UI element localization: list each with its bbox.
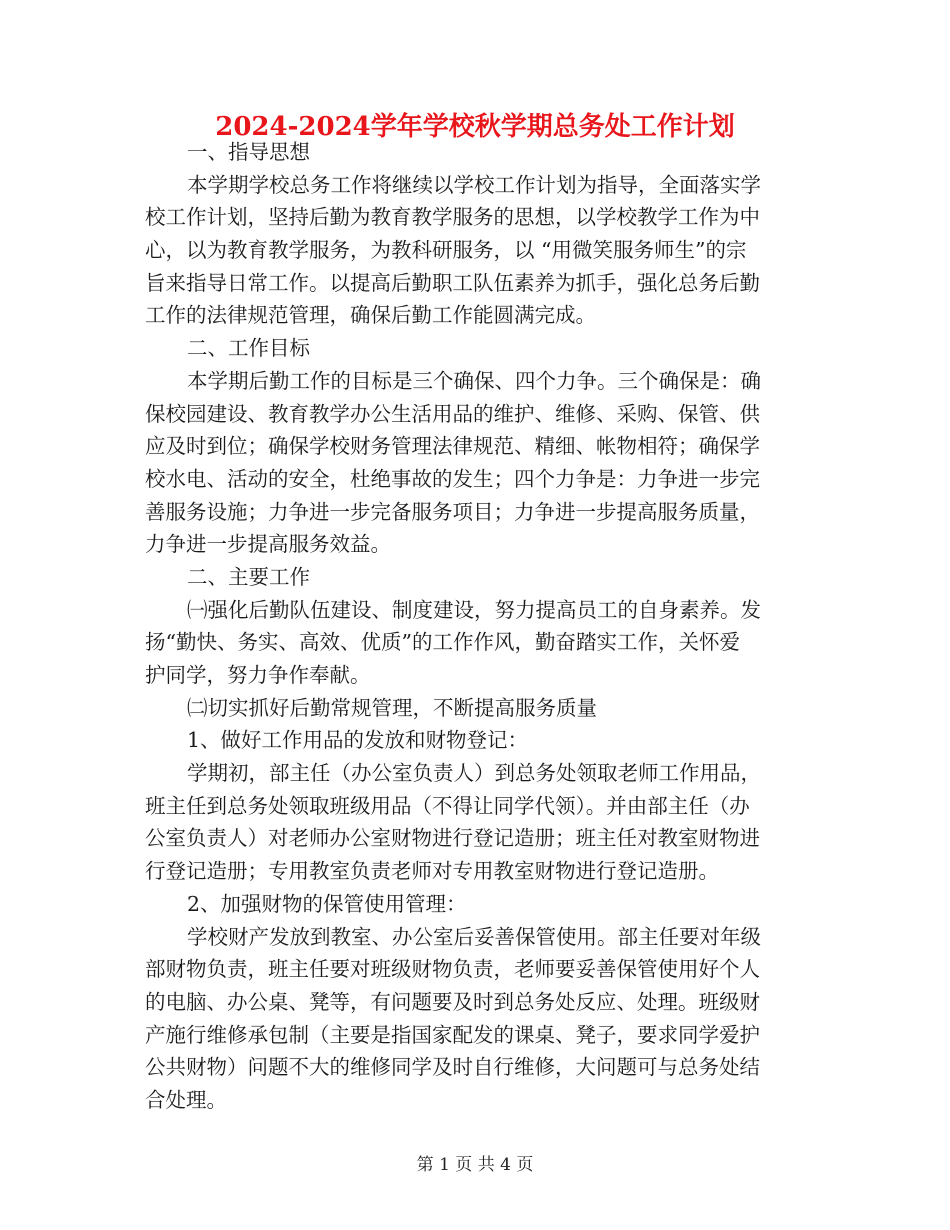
- body-line: 的电脑、办公桌、凳等，有问题要及时到总务处反应、处理。班级财: [145, 989, 760, 1014]
- body-line: ㈡切实抓好后勤常规管理，不断提高服务质量: [187, 695, 597, 720]
- body-line: 2、加强财物的保管使用管理：: [187, 891, 467, 916]
- body-line: 校工作计划，坚持后勤为教育教学服务的思想，以学校教学工作为中: [145, 205, 760, 230]
- body-line: 校水电、活动的安全，杜绝事故的发生；四个力争是：力争进一步完: [145, 466, 760, 491]
- body-line: 公共财物）问题不大的维修同学及时自行维修，大问题可与总务处结: [145, 1055, 760, 1080]
- body-line: 行登记造册；专用教室负责老师对专用教室财物进行登记造册。: [145, 859, 719, 884]
- body-line: 二、主要工作: [187, 564, 310, 589]
- document-body: [145, 136, 810, 1117]
- body-line: 旨来指导日常工作。以提高后勤职工队伍素养为抓手，强化总务后勤: [145, 270, 760, 295]
- body-line: 公室负责人）对老师办公室财物进行登记造册；班主任对教室财物进: [145, 826, 760, 851]
- body-line: 工作的法律规范管理，确保后勤工作能圆满完成。: [145, 303, 596, 328]
- body-line: 班主任到总务处领取班级用品（不得让同学代领）。并由部主任（办: [145, 793, 750, 818]
- body-line: 善服务设施；力争进一步完备服务项目；力争进一步提高服务质量，: [145, 499, 760, 524]
- body-line: 部财物负责，班主任要对班级财物负责，老师要妥善保管使用好个人: [145, 957, 760, 982]
- body-line: 产施行维修承包制（主要是指国家配发的课桌、凳子，要求同学爱护: [145, 1022, 760, 1047]
- body-line: 保校园建设、教育教学办公生活用品的维护、维修、采购、保管、供: [145, 401, 760, 426]
- body-line: 心，以为教育教学服务，为教科研服务，以 “用微笑服务师生”的宗: [145, 238, 747, 263]
- body-line: 二、工作目标: [187, 336, 310, 361]
- body-line: 学期初，部主任（办公室负责人）到总务处领取老师工作用品，: [187, 761, 761, 786]
- body-line: ㈠强化后勤队伍建设、制度建设，努力提高员工的自身素养。发: [187, 597, 761, 622]
- body-line: 学校财产发放到教室、办公室后妥善保管使用。部主任要对年级: [187, 924, 761, 949]
- body-line: 扬“勤快、务实、高效、优质”的工作作风，勤奋踏实工作，关怀爱: [145, 630, 740, 655]
- body-line: 合处理。: [145, 1087, 227, 1112]
- body-line: 力争进一步提高服务效益。: [145, 532, 391, 557]
- body-line: 一、指导思想: [187, 140, 310, 164]
- body-line: 1、做好工作用品的发放和财物登记：: [187, 728, 529, 753]
- body-line: 本学期学校总务工作将继续以学校工作计划为指导，全面落实学: [187, 172, 761, 197]
- body-line: 护同学，努力争作奉献。: [145, 663, 371, 687]
- document-title: 2024-2024学年学校秋学期总务处工作计划: [215, 112, 735, 142]
- body-line: 应及时到位；确保学校财务管理法律规范、精细、帐物相符；确保学: [145, 434, 760, 459]
- page-footer: 第 1 页 共 4 页: [416, 1155, 534, 1175]
- body-line: 本学期后勤工作的目标是三个确保、四个力争。三个确保是：确: [187, 368, 761, 393]
